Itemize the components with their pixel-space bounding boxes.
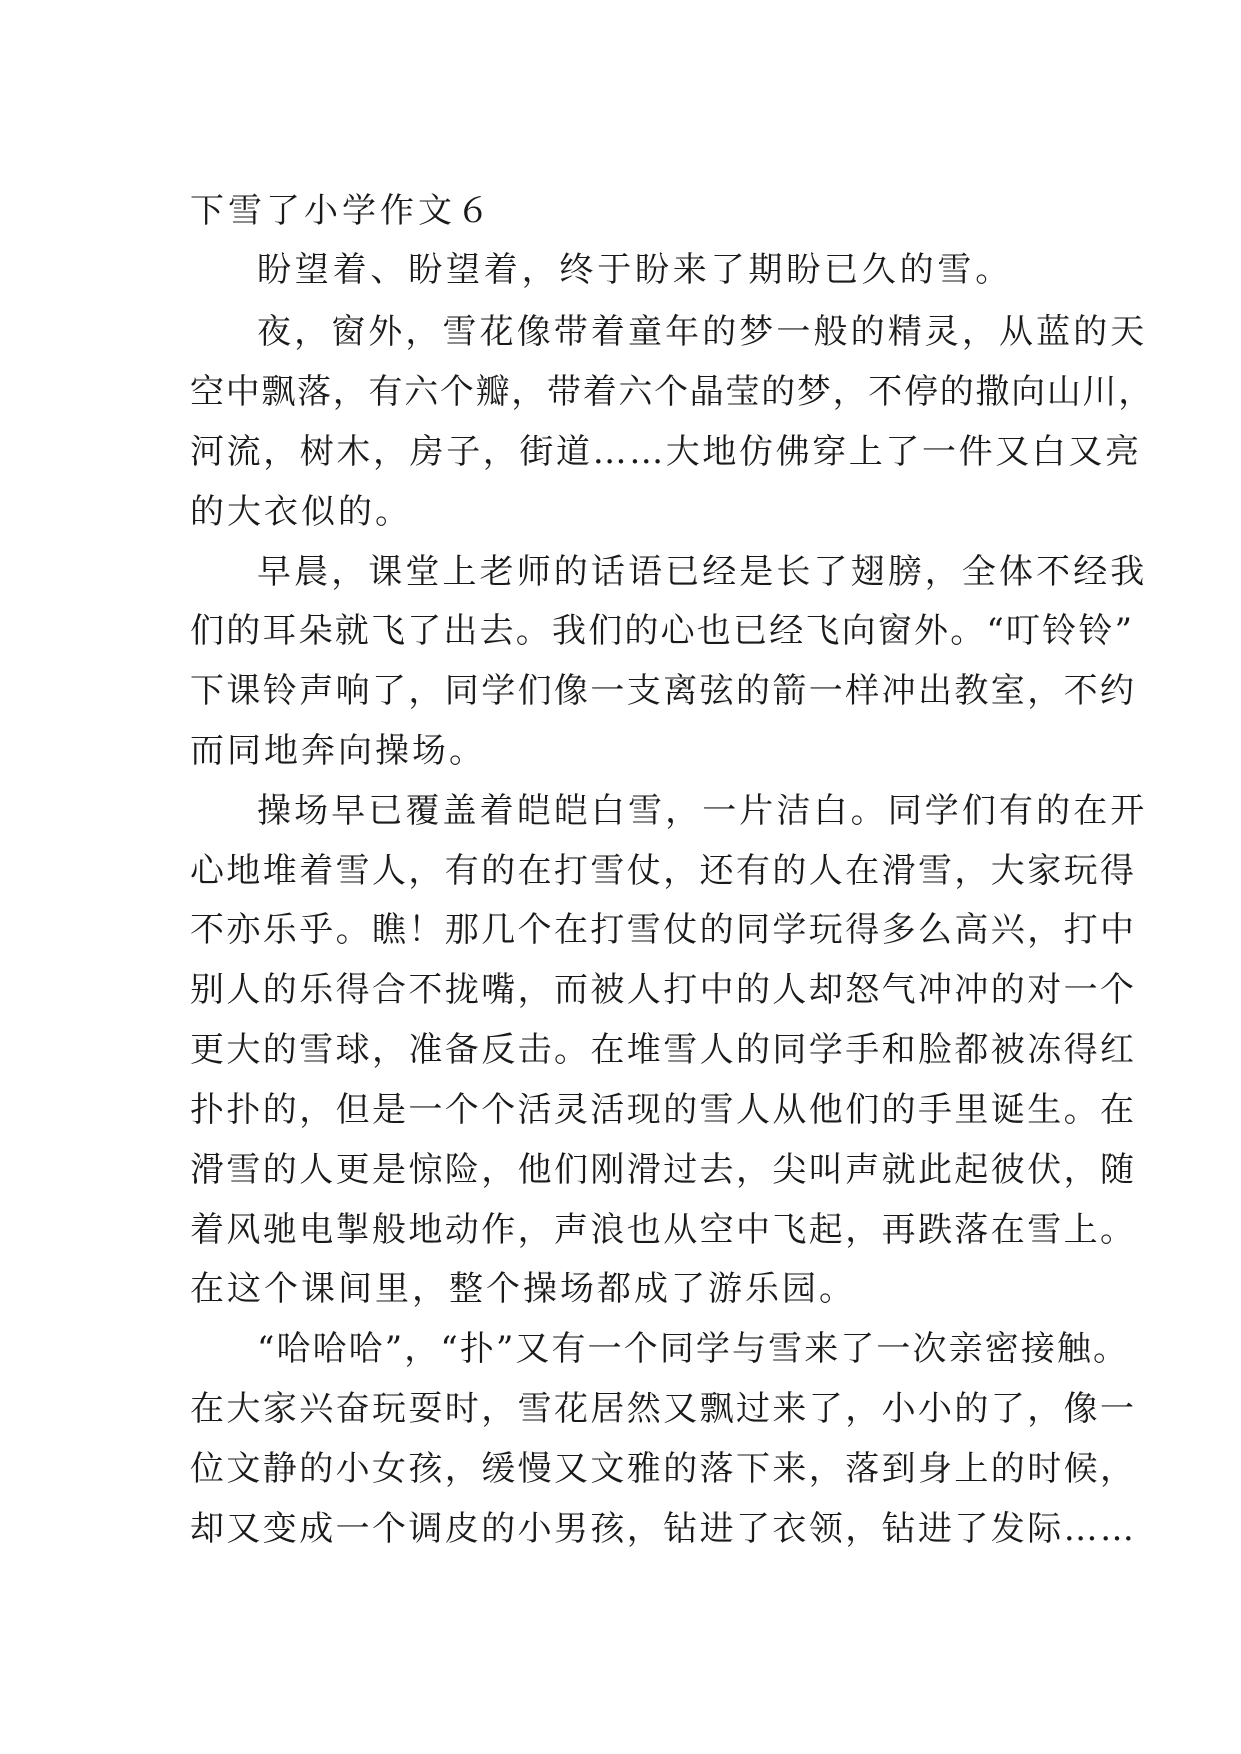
paragraph-line: “哈哈哈”，“扑”又有一个同学与雪来了一次亲密接触。 (257, 1329, 1130, 1369)
paragraph-line: 在这个课间里，整个操场都成了游乐园。 (190, 1269, 856, 1309)
paragraph-line: 们的耳朵就飞了出去。我们的心也已经飞向窗外。“叮铃铃” (190, 611, 1135, 651)
paragraph-line: 河流，树木，房子，街道……大地仿佛穿上了一件又白又亮 (190, 432, 1142, 472)
paragraph-line: 早晨，课堂上老师的话语已经是长了翅膀，全体不经我 (257, 552, 1148, 592)
paragraph-line: 空中飘落，有六个瓣，带着六个晶莹的梦，不停的撒向山川， (190, 372, 1154, 412)
paragraph-line: 扑扑的，但是一个个活灵活现的雪人从他们的手里诞生。在 (190, 1090, 1137, 1130)
paragraph-line: 心地堆着雪人，有的在打雪仗，还有的人在滑雪，大家玩得 (190, 851, 1137, 891)
paragraph-line: 不亦乐乎。瞧！那几个在打雪仗的同学玩得多么高兴，打中 (190, 910, 1137, 950)
paragraph-line: 夜，窗外，雪花像带着童年的梦一般的精灵，从蓝的天 (257, 312, 1148, 352)
paragraph-line: 下课铃声响了，同学们像一支离弦的箭一样冲出教室，不约 (190, 671, 1137, 711)
document-title: 下雪了小学作文６ (190, 191, 494, 231)
paragraph-line: 别人的乐得合不拢嘴，而被人打中的人却怒气冲冲的对一个 (190, 970, 1137, 1010)
paragraph-line: 盼望着、盼望着，终于盼来了期盼已久的雪。 (257, 250, 1013, 290)
paragraph-line: 位文静的小女孩，缓慢又文雅的落下来，落到身上的时候， (190, 1449, 1137, 1489)
paragraph-line: 滑雪的人更是惊险，他们刚滑过去，尖叫声就此起彼伏，随 (190, 1150, 1137, 1190)
paragraph-line: 而同地奔向操场。 (190, 731, 486, 771)
paragraph-line: 却又变成一个调皮的小男孩，钻进了衣领，钻进了发际…… (190, 1509, 1137, 1549)
paragraph-line: 在大家兴奋玩耍时，雪花居然又飘过来了，小小的了，像一 (190, 1389, 1137, 1429)
paragraph-line: 着风驰电掣般地动作，声浪也从空中飞起，再跌落在雪上。 (190, 1210, 1137, 1250)
paragraph-line: 的大衣似的。 (190, 492, 412, 532)
paragraph-line: 更大的雪球，准备反击。在堆雪人的同学手和脸都被冻得红 (190, 1030, 1137, 1070)
paragraph-line: 操场早已覆盖着皑皑白雪，一片洁白。同学们有的在开 (257, 791, 1148, 831)
